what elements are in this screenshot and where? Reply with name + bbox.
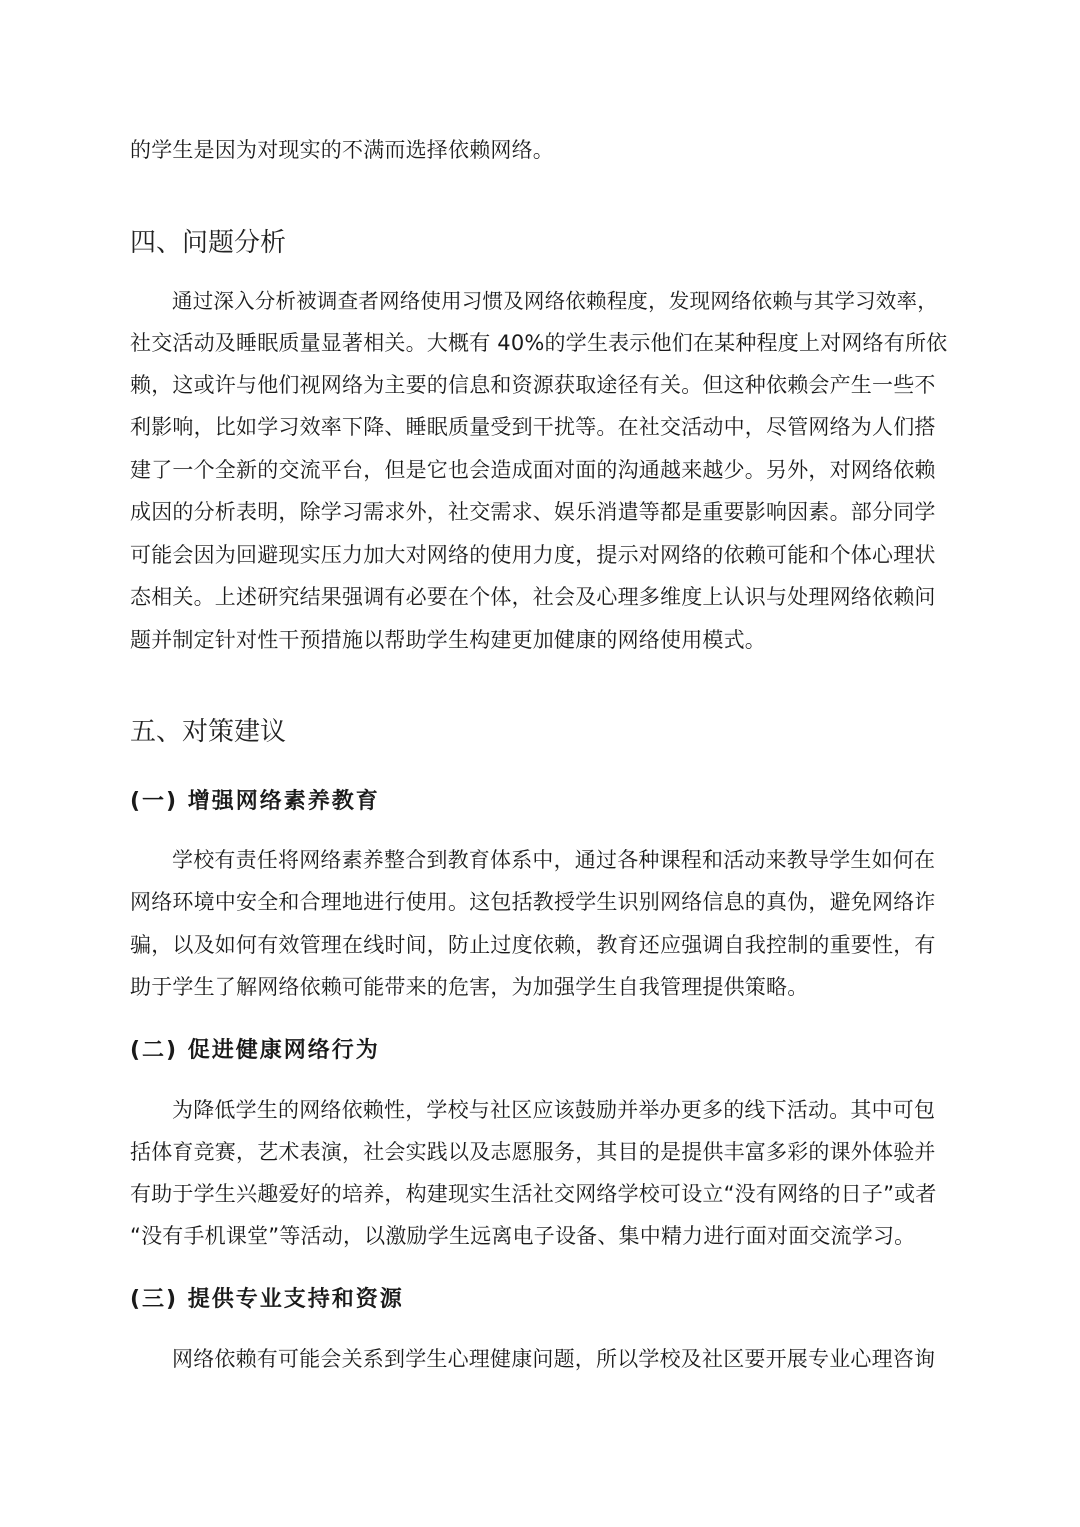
- intro-line: 的学生是因为对现实的不满而选择依赖网络。: [130, 138, 554, 162]
- paragraph-line: 骗，以及如何有效管理在线时间，防止过度依赖，教育还应强调自我控制的重要性，有: [130, 933, 936, 957]
- section-4-heading: 四、问题分析: [130, 228, 287, 258]
- subsection-2-heading: (二) 促进健康网络行为: [130, 1038, 380, 1063]
- paragraph-line: 学校有责任将网络素养整合到教育体系中，通过各种课程和活动来教导学生如何在: [172, 848, 936, 872]
- paragraph-line: 可能会因为回避现实压力加大对网络的使用力度，提示对网络的依赖可能和个体心理状: [130, 543, 936, 567]
- subsection-1-heading: (一) 增强网络素养教育: [130, 789, 380, 814]
- paragraph-line: 助于学生了解网络依赖可能带来的危害，为加强学生自我管理提供策略。: [130, 975, 809, 999]
- paragraph-line: 题并制定针对性干预措施以帮助学生构建更加健康的网络使用模式。: [130, 628, 766, 652]
- paragraph-line: 有助于学生兴趣爱好的培养，构建现实生活社交网络学校可设立“没有网络的日子”或者: [130, 1182, 937, 1206]
- paragraph-line: 括体育竞赛，艺术表演，社会实践以及志愿服务，其目的是提供丰富多彩的课外体验并: [130, 1140, 936, 1164]
- paragraph-line: 通过深入分析被调查者网络使用习惯及网络依赖程度，发现网络依赖与其学习效率，: [172, 289, 938, 313]
- paragraph-line: 建了一个全新的交流平台，但是它也会造成面对面的沟通越来越少。另外，对网络依赖: [130, 458, 936, 482]
- paragraph-line: 态相关。上述研究结果强调有必要在个体，社会及心理多维度上认识与处理网络依赖问: [130, 585, 936, 609]
- paragraph-line: 利影响，比如学习效率下降、睡眠质量受到干扰等。在社交活动中，尽管网络为人们搭: [130, 415, 936, 439]
- subsection-3-heading: (三) 提供专业支持和资源: [130, 1287, 404, 1312]
- paragraph-line: 为降低学生的网络依赖性，学校与社区应该鼓励并举办更多的线下活动。其中可包: [172, 1098, 936, 1122]
- paragraph-line: “没有手机课堂”等活动，以激励学生远离电子设备、集中精力进行面对面交流学习。: [130, 1224, 916, 1248]
- paragraph-line: 成因的分析表明，除学习需求外，社交需求、娱乐消遣等都是重要影响因素。部分同学: [130, 500, 936, 524]
- paragraph-line: 赖，这或许与他们视网络为主要的信息和资源获取途径有关。但这种依赖会产生一些不: [130, 373, 936, 397]
- paragraph-line: 网络环境中安全和合理地进行使用。这包括教授学生识别网络信息的真伪，避免网络诈: [130, 890, 936, 914]
- paragraph-line: 社交活动及睡眠质量显著相关。大概有 40%的学生表示他们在某种程度上对网络有所依: [130, 331, 948, 355]
- section-5-heading: 五、对策建议: [130, 717, 287, 747]
- paragraph-line: 网络依赖有可能会关系到学生心理健康问题，所以学校及社区要开展专业心理咨询: [172, 1347, 936, 1371]
